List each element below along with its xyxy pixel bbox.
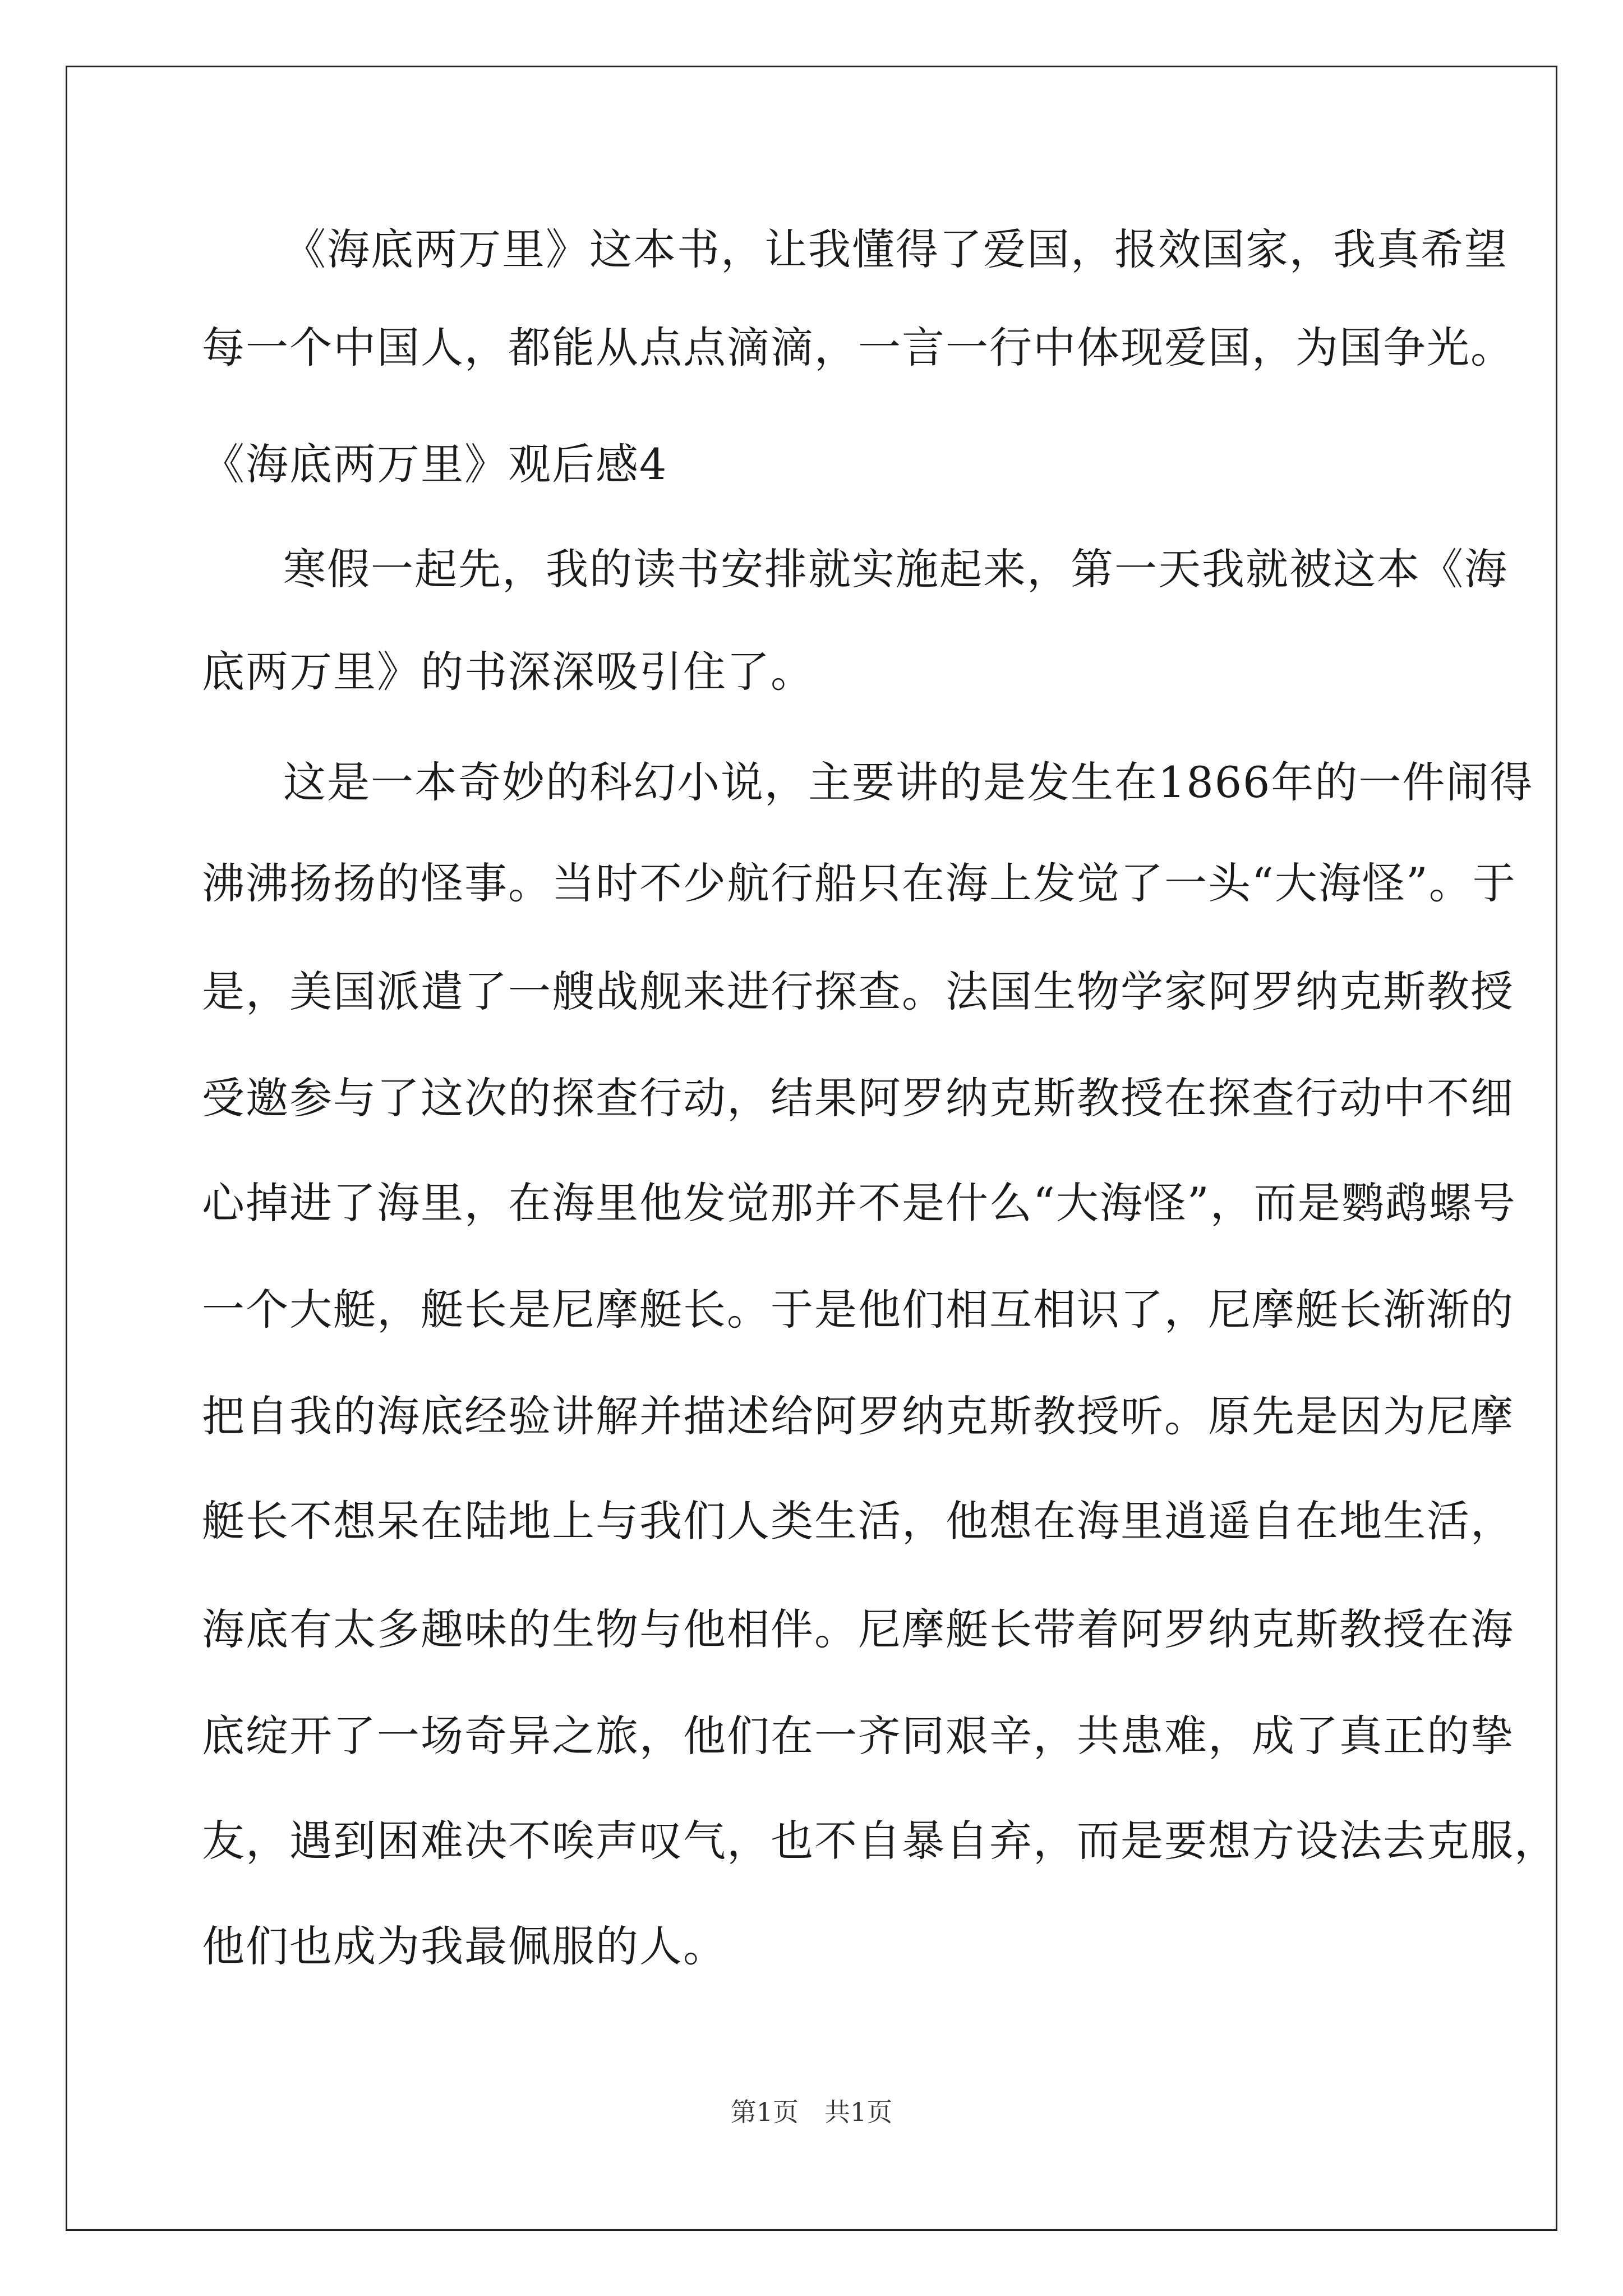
paragraph-line: 心掉进了海里，在海里他发觉那并不是什么“大海怪”，而是鹦鹉螺号 [202, 1178, 1516, 1228]
paragraph-line: 受邀参与了这次的探查行动，结果阿罗纳克斯教授在探查行动中不细 [202, 1073, 1514, 1123]
paragraph-line: 友，遇到困难决不唉声叹气，也不自暴自弃，而是要想方设法去克服， [202, 1816, 1558, 1866]
paragraph-line: 一个大艇，艇长是尼摩艇长。于是他们相互相识了，尼摩艇长渐渐的 [202, 1285, 1514, 1335]
paragraph-line: 艇长不想呆在陆地上与我们人类生活，他想在海里逍遥自在地生活， [202, 1496, 1514, 1546]
paragraph-line: 《海底两万里》这本书，让我懂得了爱国，报效国家，我真希望 [283, 224, 1508, 274]
paragraph-line: 这是一本奇妙的科幻小说，主要讲的是发生在1866年的一件闹得 [283, 757, 1534, 807]
paragraph-line: 寒假一起先，我的读书安排就实施起来，第一天我就被这本《海 [283, 544, 1508, 594]
page-number-footer: 第1页 共1页 [730, 2097, 893, 2127]
page-border [66, 66, 1557, 2231]
paragraph-line: 把自我的海底经验讲解并描述给阿罗纳克斯教授听。原先是因为尼摩 [202, 1391, 1514, 1441]
paragraph-line: 每一个中国人，都能从点点滴滴，一言一行中体现爱国，为国争光。 [202, 323, 1514, 372]
paragraph-line: 是，美国派遣了一艘战舰来进行探查。法国生物学家阿罗纳克斯教授 [202, 967, 1514, 1016]
paragraph-line: 底绽开了一场奇异之旅，他们在一齐同艰辛，共患难，成了真正的挚 [202, 1711, 1514, 1761]
section-heading: 《海底两万里》观后感4 [202, 439, 668, 489]
paragraph-line: 海底有太多趣味的生物与他相伴。尼摩艇长带着阿罗纳克斯教授在海 [202, 1604, 1514, 1654]
paragraph-line: 沸沸扬扬的怪事。当时不少航行船只在海上发觉了一头“大海怪”。于 [202, 858, 1516, 908]
paragraph-line: 底两万里》的书深深吸引住了。 [202, 647, 814, 697]
paragraph-line: 他们也成为我最佩服的人。 [202, 1921, 727, 1971]
